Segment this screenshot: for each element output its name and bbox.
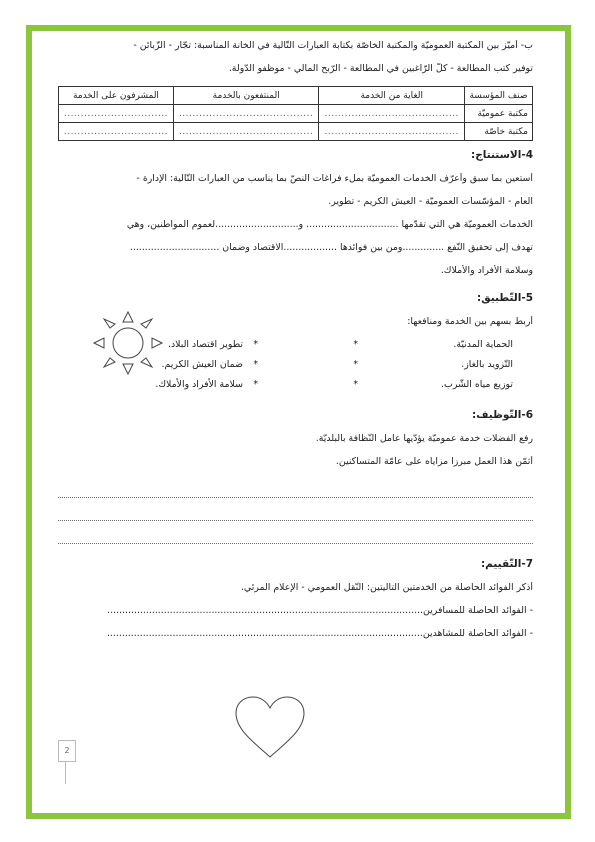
part-b-line-1: ب- أميّز بين المكتبة العموميّة والمكتبة الخاصّة بكتابة العبارات التّالية في الخانة المناسبة: تجّار - الزّبائن - xyxy=(133,40,533,51)
section-5-instruction: أربط بسهم بين الخدمة ومنافعها: xyxy=(407,316,533,327)
section-4-fill-line[interactable]: الخدمات العموميّة هي التي تقدّمها ............................... و............................لعموم المواطنين، وهي xyxy=(126,219,533,230)
answer-cell[interactable]: ........................................ xyxy=(319,123,465,141)
answer-cell[interactable]: ............................... xyxy=(59,123,174,141)
match-star[interactable]: * xyxy=(353,339,358,350)
section-6-line: رفع الفضلات خدمة عموميّة يؤدّيها عامل النّظافة بالبلديّة. xyxy=(315,433,533,444)
section-4-line: أستعين بما سبق وأعرّف الخدمات العموميّة بملء فراغات النصّ بما يناسب من العبارات التّالية: الإدارة - xyxy=(136,173,533,184)
page-number: 2 xyxy=(58,740,76,762)
match-star[interactable]: * xyxy=(253,379,258,390)
section-7-line: أذكر الفوائد الحاصلة من الخدمتين التاليتين: النّقل العمومي - الإعلام المرئي. xyxy=(240,582,533,593)
page-number-tick xyxy=(65,762,66,784)
section-6-title: 6-التّوظيف: xyxy=(472,409,533,421)
answer-cell[interactable]: ........................................ xyxy=(319,105,465,123)
classification-table xyxy=(58,86,533,141)
match-star[interactable]: * xyxy=(253,339,258,350)
part-b-line-2: توفير كتب المطالعة - كلّ الرّاغبين في المطالعة - الرّبح المالي - موظفو الدّولة. xyxy=(228,63,533,74)
row-label: مكتبة عموميّة xyxy=(464,105,532,123)
section-7-fill-line[interactable]: - الفوائد الحاصلة للمشاهدين.......................................................................................................... xyxy=(106,628,533,639)
service-item: التّزويد بالغاز. xyxy=(461,359,513,370)
match-row xyxy=(58,379,533,399)
service-item: توزيع مياه الشّرب. xyxy=(441,379,513,390)
section-4-line: العام - المؤسّسات العموميّة - العيش الكريم - تطوير. xyxy=(328,196,533,207)
benefit-item: سلامة الأفراد والأملاك. xyxy=(155,379,243,390)
benefit-item: تطوير اقتصاد البلاد. xyxy=(168,339,243,350)
answer-line[interactable] xyxy=(58,502,533,521)
section-4-title: 4-الاستنتاج: xyxy=(471,149,533,161)
service-item: الحماية المدنيّة. xyxy=(453,339,513,350)
table-header-row xyxy=(59,87,533,105)
row-label: مكتبة خاصّة xyxy=(464,123,532,141)
answer-cell[interactable]: ........................................ xyxy=(173,105,319,123)
section-6-line: أثمّن هذا العمل مبرزا مزاياه على عامّة المتساكنين. xyxy=(335,456,533,467)
heart-icon xyxy=(232,695,308,761)
table-row xyxy=(59,123,533,141)
table-header: المشرفون على الخدمة xyxy=(59,87,174,105)
section-7-fill-line[interactable]: - الفوائد الحاصلة للمسافرين.......................................................................................................... xyxy=(107,605,533,616)
table-row xyxy=(59,105,533,123)
benefit-item: ضمان العيش الكريم. xyxy=(161,359,243,370)
answer-cell[interactable]: ............................... xyxy=(59,105,174,123)
answer-line[interactable] xyxy=(58,525,533,544)
section-7-title: 7-التّقييم: xyxy=(480,558,533,570)
table-header: الغاية من الخدمة xyxy=(319,87,465,105)
match-star[interactable]: * xyxy=(353,379,358,390)
match-star[interactable]: * xyxy=(353,359,358,370)
table-header: صنف المؤسسة xyxy=(464,87,532,105)
table-header: المنتفعون بالخدمة xyxy=(173,87,319,105)
sun-icon xyxy=(88,308,168,378)
section-4-line: وسلامة الأفراد والأملاك. xyxy=(440,265,533,276)
section-5-title: 5-التّطبيق: xyxy=(477,292,533,304)
section-4-fill-line[interactable]: تهدف إلى تحقيق النّفع ..............ومن بين فوائدها ..................الاقتصاد وضمان .............................. xyxy=(129,242,533,253)
answer-cell[interactable]: ........................................ xyxy=(173,123,319,141)
match-star[interactable]: * xyxy=(253,359,258,370)
answer-line[interactable] xyxy=(58,479,533,498)
